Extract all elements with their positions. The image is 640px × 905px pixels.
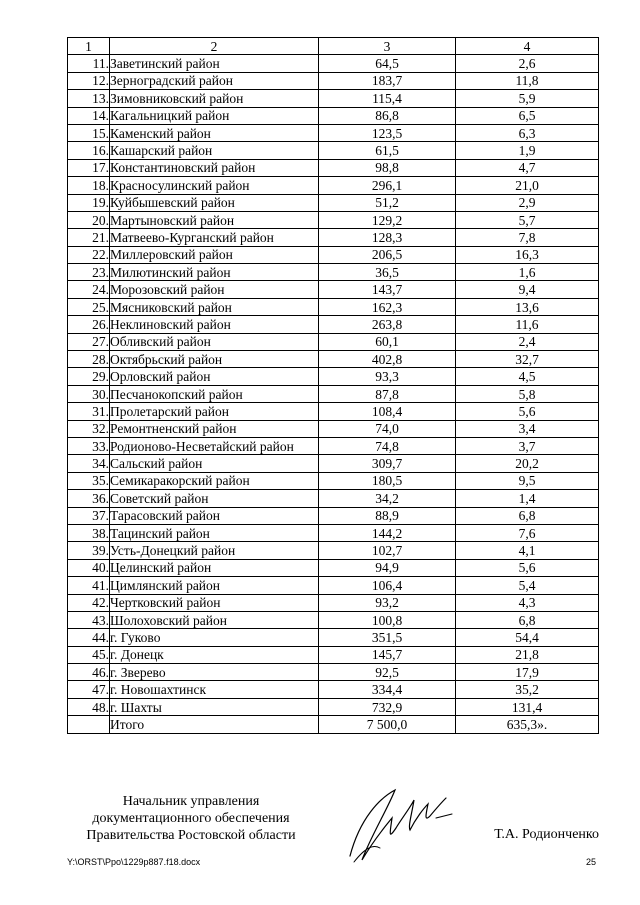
territory-name: Тацинский район: [110, 524, 319, 541]
table-row: [68, 281, 599, 298]
row-number: [68, 716, 110, 733]
value-col3: 34,2: [319, 490, 456, 507]
row-number: 11.: [68, 55, 110, 72]
table-row: [68, 211, 599, 228]
header-cell: 4: [456, 38, 599, 55]
value-col3: 206,5: [319, 246, 456, 263]
value-col4: 5,4: [456, 577, 599, 594]
value-col4: 11,8: [456, 72, 599, 89]
row-number: 16.: [68, 142, 110, 159]
table-row: [68, 194, 599, 211]
value-col4: 54,4: [456, 629, 599, 646]
value-col4: 9,5: [456, 472, 599, 489]
value-col3: 732,9: [319, 698, 456, 715]
territory-name: Каменский район: [110, 124, 319, 141]
value-col3: 100,8: [319, 611, 456, 628]
row-number: 14.: [68, 107, 110, 124]
position-line: документационного обеспечения: [92, 811, 290, 826]
value-col4: 4,7: [456, 159, 599, 176]
row-number: 22.: [68, 246, 110, 263]
row-number: 18.: [68, 177, 110, 194]
value-col4: 7,8: [456, 229, 599, 246]
table-row: [68, 72, 599, 89]
table-row: [68, 524, 599, 541]
row-number: 20.: [68, 211, 110, 228]
value-col3: 93,3: [319, 368, 456, 385]
value-col3: 7 500,0: [319, 716, 456, 733]
value-col3: 263,8: [319, 316, 456, 333]
table-row: [68, 368, 599, 385]
header-cell: 2: [110, 38, 319, 55]
row-number: 32.: [68, 420, 110, 437]
value-col4: 5,8: [456, 385, 599, 402]
value-col3: 60,1: [319, 333, 456, 350]
table-header-row: [68, 38, 599, 55]
territory-name: Родионово-Несветайский район: [110, 437, 319, 454]
row-number: 37.: [68, 507, 110, 524]
value-col3: 115,4: [319, 90, 456, 107]
value-col3: 162,3: [319, 298, 456, 315]
value-col3: 144,2: [319, 524, 456, 541]
table-row: [68, 559, 599, 576]
row-number: 15.: [68, 124, 110, 141]
value-col3: 88,9: [319, 507, 456, 524]
table-row: [68, 316, 599, 333]
value-col4: 11,6: [456, 316, 599, 333]
value-col3: 36,5: [319, 264, 456, 281]
table-row: [68, 403, 599, 420]
territory-name: Константиновский район: [110, 159, 319, 176]
value-col4: 6,8: [456, 611, 599, 628]
table-row: [68, 664, 599, 681]
territory-name: Красносулинский район: [110, 177, 319, 194]
value-col3: 351,5: [319, 629, 456, 646]
value-col4: 3,7: [456, 437, 599, 454]
value-col3: 98,8: [319, 159, 456, 176]
territory-name: Сальский район: [110, 455, 319, 472]
table-row: [68, 107, 599, 124]
territory-name: Матвеево-Курганский район: [110, 229, 319, 246]
value-col4: 20,2: [456, 455, 599, 472]
table-row: [68, 333, 599, 350]
row-number: 23.: [68, 264, 110, 281]
table-row: [68, 611, 599, 628]
territory-name: Семикаракорский район: [110, 472, 319, 489]
value-col4: 4,1: [456, 542, 599, 559]
table-row: [68, 229, 599, 246]
signatory-position: [66, 793, 316, 844]
value-col4: 16,3: [456, 246, 599, 263]
value-col4: 21,8: [456, 646, 599, 663]
territory-name: Морозовский район: [110, 281, 319, 298]
table-row: [68, 385, 599, 402]
value-col3: 74,0: [319, 420, 456, 437]
value-col4: 1,6: [456, 264, 599, 281]
row-number: 31.: [68, 403, 110, 420]
table-row: [68, 298, 599, 315]
value-col4: 6,5: [456, 107, 599, 124]
territory-name: Советский район: [110, 490, 319, 507]
territory-name: Милютинский район: [110, 264, 319, 281]
data-table: [67, 37, 599, 734]
table-row: [68, 698, 599, 715]
value-col4: 5,7: [456, 211, 599, 228]
value-col3: 129,2: [319, 211, 456, 228]
territory-name: г. Новошахтинск: [110, 681, 319, 698]
value-col4: 5,6: [456, 403, 599, 420]
value-col4: 5,6: [456, 559, 599, 576]
value-col4: 1,4: [456, 490, 599, 507]
territory-name: Орловский район: [110, 368, 319, 385]
value-col3: 74,8: [319, 437, 456, 454]
table-row: [68, 124, 599, 141]
row-number: 29.: [68, 368, 110, 385]
row-number: 26.: [68, 316, 110, 333]
row-number: 13.: [68, 90, 110, 107]
table-row: [68, 455, 599, 472]
value-col3: 128,3: [319, 229, 456, 246]
table-row: [68, 629, 599, 646]
row-number: 30.: [68, 385, 110, 402]
table-row: [68, 90, 599, 107]
value-col3: 402,8: [319, 351, 456, 368]
value-col3: 145,7: [319, 646, 456, 663]
value-col3: 87,8: [319, 385, 456, 402]
table-row: [68, 472, 599, 489]
value-col4: 32,7: [456, 351, 599, 368]
value-col4: 131,4: [456, 698, 599, 715]
row-number: 17.: [68, 159, 110, 176]
territory-name: Пролетарский район: [110, 403, 319, 420]
table-row: [68, 542, 599, 559]
value-col3: 296,1: [319, 177, 456, 194]
header-cell: 1: [68, 38, 110, 55]
table-row: [68, 646, 599, 663]
territory-name: Миллеровский район: [110, 246, 319, 263]
value-col3: 334,4: [319, 681, 456, 698]
territory-name: Чертковский район: [110, 594, 319, 611]
territory-name: Зерноградский район: [110, 72, 319, 89]
value-col4: 35,2: [456, 681, 599, 698]
territory-name: Цимлянский район: [110, 577, 319, 594]
territory-name: г. Донецк: [110, 646, 319, 663]
table-row: [68, 594, 599, 611]
value-col4: 2,6: [456, 55, 599, 72]
value-col3: 143,7: [319, 281, 456, 298]
value-col4: 2,4: [456, 333, 599, 350]
file-path: Y:\ORST\Ppo\1229p887.f18.docx: [67, 857, 201, 867]
value-col4: 4,5: [456, 368, 599, 385]
handwritten-signature: [340, 778, 460, 868]
value-col3: 51,2: [319, 194, 456, 211]
value-col3: 64,5: [319, 55, 456, 72]
table-row: [68, 437, 599, 454]
value-col4: 13,6: [456, 298, 599, 315]
territory-name: Мясниковский район: [110, 298, 319, 315]
territory-name: Куйбышевский район: [110, 194, 319, 211]
value-col3: 93,2: [319, 594, 456, 611]
row-number: 40.: [68, 559, 110, 576]
table-row: [68, 507, 599, 524]
row-number: 45.: [68, 646, 110, 663]
row-number: 34.: [68, 455, 110, 472]
row-number: 43.: [68, 611, 110, 628]
row-number: 21.: [68, 229, 110, 246]
row-number: 48.: [68, 698, 110, 715]
territory-name: Целинский район: [110, 559, 319, 576]
territory-name: Заветинский район: [110, 55, 319, 72]
territory-name: г. Шахты: [110, 698, 319, 715]
table-row: [68, 716, 599, 733]
value-col3: 106,4: [319, 577, 456, 594]
territory-name: Мартыновский район: [110, 211, 319, 228]
row-number: 38.: [68, 524, 110, 541]
value-col3: 180,5: [319, 472, 456, 489]
value-col4: 1,9: [456, 142, 599, 159]
territory-name: Обливский район: [110, 333, 319, 350]
value-col3: 94,9: [319, 559, 456, 576]
row-number: 47.: [68, 681, 110, 698]
territory-name: г. Зверево: [110, 664, 319, 681]
page-number: 25: [585, 857, 596, 867]
territory-name: Итого: [110, 716, 319, 733]
table-row: [68, 159, 599, 176]
value-col4: 6,3: [456, 124, 599, 141]
row-number: 28.: [68, 351, 110, 368]
value-col4: 7,6: [456, 524, 599, 541]
value-col3: 108,4: [319, 403, 456, 420]
value-col3: 183,7: [319, 72, 456, 89]
territory-name: Неклиновский район: [110, 316, 319, 333]
value-col4: 9,4: [456, 281, 599, 298]
table-row: [68, 490, 599, 507]
row-number: 33.: [68, 437, 110, 454]
table-row: [68, 264, 599, 281]
value-col3: 92,5: [319, 664, 456, 681]
row-number: 36.: [68, 490, 110, 507]
row-number: 27.: [68, 333, 110, 350]
row-number: 19.: [68, 194, 110, 211]
value-col4: 4,3: [456, 594, 599, 611]
table-row: [68, 420, 599, 437]
value-col4: 635,3».: [456, 716, 599, 733]
value-col3: 86,8: [319, 107, 456, 124]
table-row: [68, 351, 599, 368]
table-row: [68, 177, 599, 194]
value-col4: 6,8: [456, 507, 599, 524]
value-col3: 102,7: [319, 542, 456, 559]
territory-name: Шолоховский район: [110, 611, 319, 628]
territory-name: Зимовниковский район: [110, 90, 319, 107]
row-number: 42.: [68, 594, 110, 611]
territory-name: Кагальницкий район: [110, 107, 319, 124]
row-number: 41.: [68, 577, 110, 594]
header-cell: 3: [319, 38, 456, 55]
territory-name: г. Гуково: [110, 629, 319, 646]
territory-name: Тарасовский район: [110, 507, 319, 524]
row-number: 39.: [68, 542, 110, 559]
table-row: [68, 142, 599, 159]
position-line: Правительства Ростовской области: [86, 828, 296, 843]
value-col4: 2,9: [456, 194, 599, 211]
row-number: 24.: [68, 281, 110, 298]
signer-name: Т.А. Родионченко: [494, 827, 599, 842]
row-number: 35.: [68, 472, 110, 489]
position-line: Начальник управления: [122, 794, 260, 809]
table-row: [68, 577, 599, 594]
row-number: 12.: [68, 72, 110, 89]
territory-name: Усть-Донецкий район: [110, 542, 319, 559]
row-number: 46.: [68, 664, 110, 681]
value-col3: 309,7: [319, 455, 456, 472]
row-number: 25.: [68, 298, 110, 315]
territory-name: Ремонтненский район: [110, 420, 319, 437]
territory-name: Кашарский район: [110, 142, 319, 159]
value-col3: 123,5: [319, 124, 456, 141]
value-col3: 61,5: [319, 142, 456, 159]
value-col4: 21,0: [456, 177, 599, 194]
value-col4: 17,9: [456, 664, 599, 681]
table-row: [68, 246, 599, 263]
territory-name: Октябрьский район: [110, 351, 319, 368]
value-col4: 5,9: [456, 90, 599, 107]
territory-name: Песчанокопский район: [110, 385, 319, 402]
table-row: [68, 55, 599, 72]
row-number: 44.: [68, 629, 110, 646]
value-col4: 3,4: [456, 420, 599, 437]
table-row: [68, 681, 599, 698]
